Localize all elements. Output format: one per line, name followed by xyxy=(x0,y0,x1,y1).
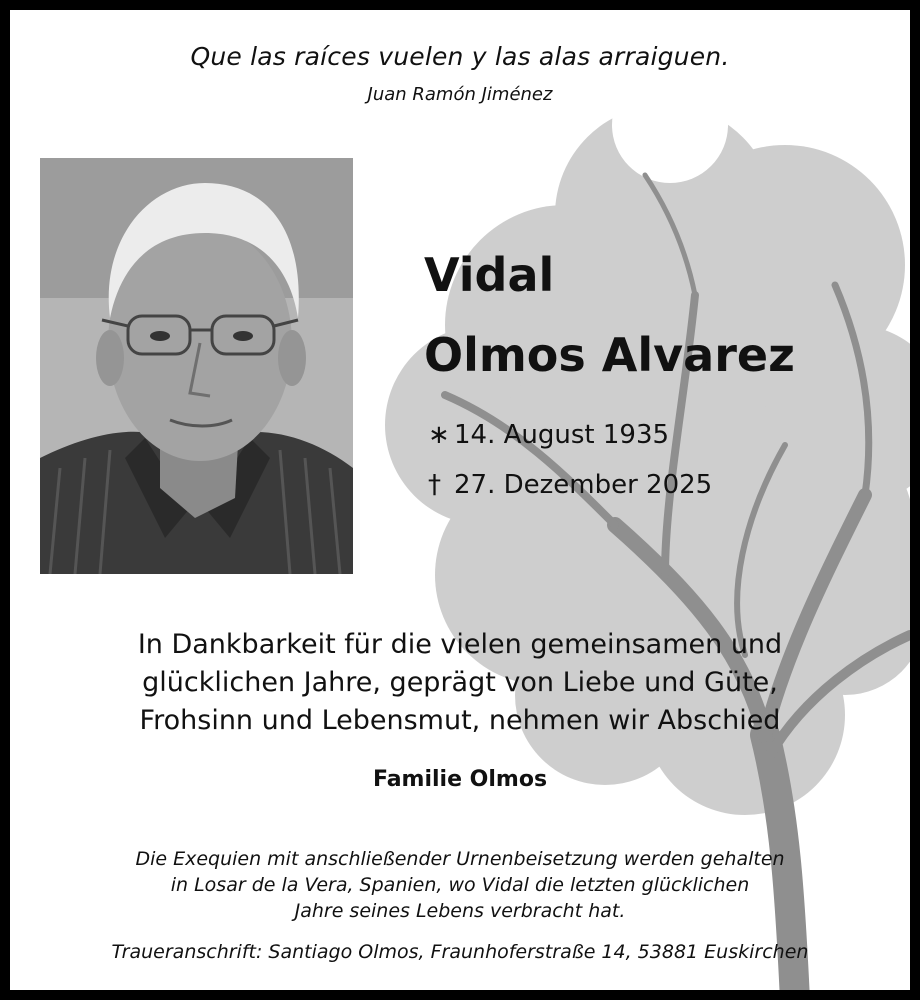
funeral-notice-line: Die Exequien mit anschließender Urnenbeisetzung werden gehalten xyxy=(135,848,785,870)
birth-date: 14. August 1935 xyxy=(454,420,670,450)
mourning-address: Traueranschrift: Santiago Olmos, Fraunhoferstraße 14, 53881 Euskirchen xyxy=(111,941,809,963)
quote-text: Que las raíces vuelen y las alas arraiguen. xyxy=(190,42,730,71)
deceased-last-name: Olmos Alvarez xyxy=(424,328,795,382)
farewell-line: glücklichen Jahre, geprägt von Liebe und Güte, xyxy=(142,667,778,698)
quote-author: Juan Ramón Jiménez xyxy=(367,84,553,105)
family-signature: Familie Olmos xyxy=(372,767,548,792)
deceased-first-name: Vidal xyxy=(424,248,555,302)
farewell-line: Frohsinn und Lebensmut, nehmen wir Abschied xyxy=(139,705,781,736)
death-date: 27. Dezember 2025 xyxy=(454,470,713,500)
birth-star-icon: ∗ xyxy=(428,420,450,450)
portrait-photo xyxy=(40,158,353,574)
funeral-notice-line: in Losar de la Vera, Spanien, wo Vidal die letzten glücklichen xyxy=(170,874,750,896)
farewell-line: In Dankbarkeit für die vielen gemeinsamen und xyxy=(137,629,783,660)
funeral-notice xyxy=(10,846,910,924)
farewell-text xyxy=(10,626,910,740)
funeral-notice-line: Jahre seines Lebens verbracht hat. xyxy=(294,900,626,922)
birth-line xyxy=(428,420,669,450)
death-line xyxy=(428,470,712,500)
death-cross-icon: † xyxy=(428,470,441,500)
